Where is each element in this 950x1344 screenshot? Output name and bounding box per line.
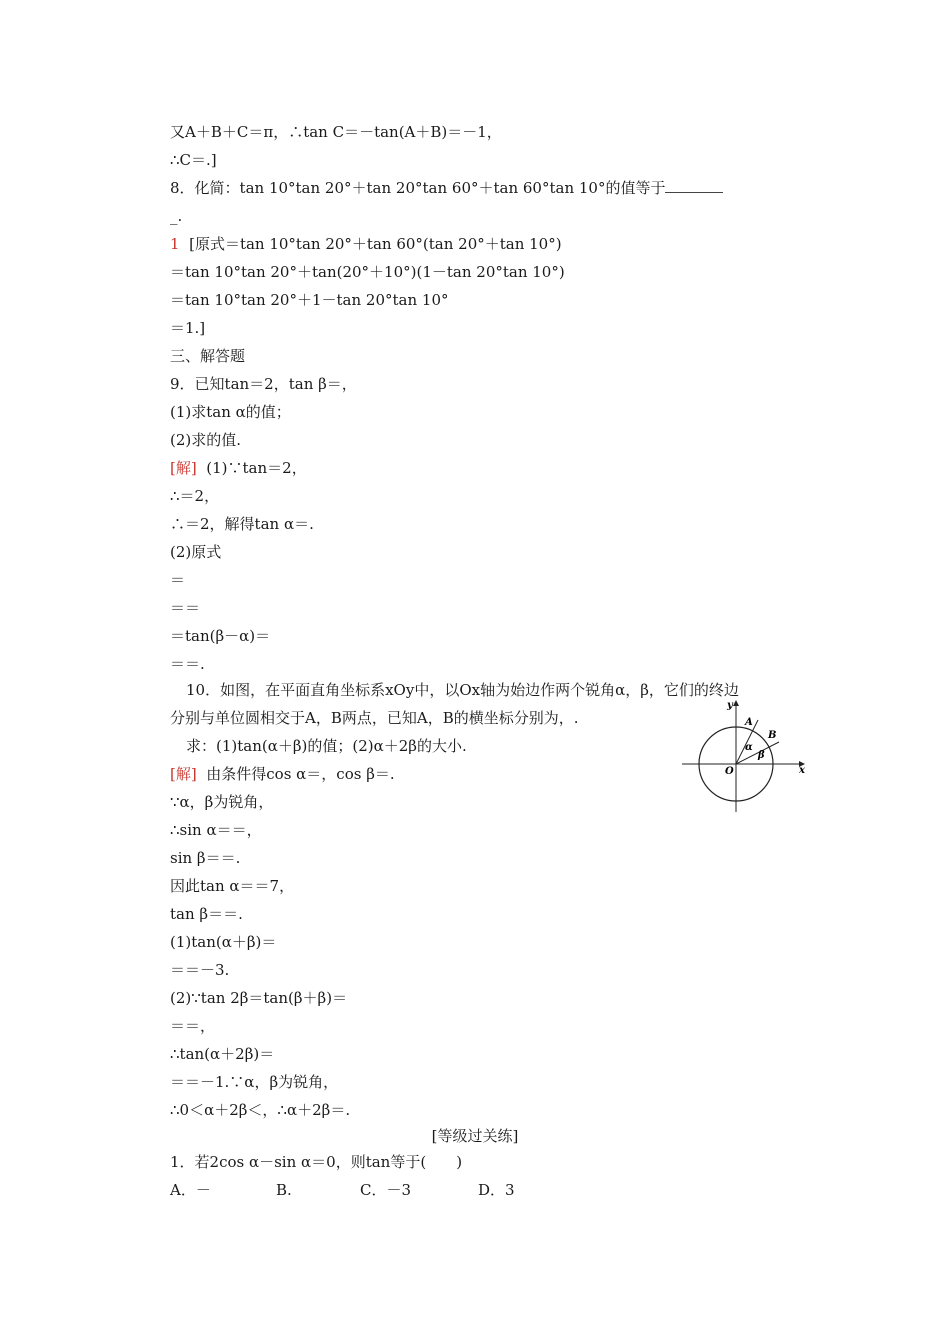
point-b-label: B: [768, 730, 777, 741]
question-10-line-3: 求：(1)tan(α＋β)的值；(2)α＋2β的大小.: [186, 737, 467, 755]
solution-tag: [解]: [170, 459, 197, 477]
question-9-stem: 9．已知tan＝2，tan β＝，: [170, 375, 357, 393]
question-10-solution-10: ＝＝，: [170, 1017, 216, 1035]
question-9-solution-2: ∴＝2，: [170, 487, 220, 505]
question-8-blank-tail: _.: [170, 207, 183, 225]
question-8-solution-4: ＝1.]: [170, 319, 206, 337]
question-9-solution-3: ∴＝2，解得tan α＝.: [170, 515, 314, 533]
question-10-solution-1: [170, 764, 395, 784]
solution-text: 由条件得cos α＝，cos β＝.: [206, 765, 395, 783]
question-10-solution-9: (2)∵tan 2β＝tan(β＋β)＝: [170, 989, 348, 1007]
axis-label-y: y: [727, 700, 733, 711]
angle-beta-label: β: [758, 750, 765, 761]
question-8-solution-1: [170, 234, 562, 254]
question-9-solution-4: (2)原式: [170, 543, 222, 561]
axis-label-x: x: [799, 765, 805, 776]
question-9-solution-7: ＝tan(β－α)＝: [170, 627, 271, 645]
question-8-solution-2: ＝tan 10°tan 20°＋tan(20°＋10°)(1－tan 20°tan 10°): [170, 263, 565, 281]
question-8-solution-3: ＝tan 10°tan 20°＋1－tan 20°tan 10°: [170, 291, 449, 309]
question-10-solution-3: ∴sin α＝＝，: [170, 821, 262, 839]
question-10-solution-2: ∵α，β为锐角，: [170, 793, 274, 811]
solution-text: (1)∵tan＝2，: [206, 459, 307, 477]
question-10-solution-4: sin β＝＝.: [170, 849, 241, 867]
question-9-solution-8: ＝＝.: [170, 655, 205, 673]
question-10-solution-8: ＝＝－3.: [170, 961, 230, 979]
option-d: D．3: [478, 1181, 515, 1199]
solution-tag: [解]: [170, 765, 197, 783]
option-a: A．－: [170, 1181, 211, 1199]
text-line-2: ∴C＝.]: [170, 151, 217, 169]
option-b: B.: [276, 1181, 292, 1199]
question-1-stem: 1．若2cos α－sin α＝0，则tan等于( ): [170, 1153, 463, 1171]
question-10-solution-12: ＝＝－1.∵α，β为锐角，: [170, 1073, 339, 1091]
solution-text: [原式＝tan 10°tan 20°＋tan 60°(tan 20°＋tan 10°): [189, 235, 562, 253]
question-10-solution-5: 因此tan α＝＝7，: [170, 877, 295, 895]
text-line-1: 又A＋B＋C＝π，∴tan C＝－tan(A＋B)＝－1，: [170, 123, 502, 141]
question-10-solution-11: ∴tan(α＋2β)＝: [170, 1045, 275, 1063]
question-10-line-1: 10．如图，在平面直角坐标系xOy中，以Ox轴为始边作两个锐角α，β，它们的终边: [186, 681, 739, 699]
question-10-solution-7: (1)tan(α＋β)＝: [170, 933, 277, 951]
section-header: [等级过关练]: [431, 1127, 519, 1145]
point-a-label: A: [745, 717, 753, 728]
question-10-solution-6: tan β＝＝.: [170, 905, 243, 923]
question-9-solution-5: ＝: [170, 571, 186, 589]
origin-label: O: [725, 766, 734, 777]
y-axis-arrow-icon: [733, 700, 739, 706]
question-9-part-2: (2)求的值.: [170, 431, 242, 449]
option-c: C．－3: [360, 1181, 412, 1199]
question-10-solution-13: ∴0＜α＋2β＜，∴α＋2β＝.: [170, 1101, 351, 1119]
answer-blank: [665, 178, 723, 193]
angle-alpha-label: α: [745, 742, 753, 753]
question-9-part-1: (1)求tan α的值；: [170, 403, 291, 421]
question-9-solution-1: [170, 458, 307, 478]
answer-value: 1: [170, 235, 180, 253]
section-heading-solve: 三、解答题: [170, 347, 246, 365]
question-9-solution-6: ＝＝: [170, 599, 201, 617]
question-10-line-2: 分别与单位圆相交于A，B两点，已知A，B的横坐标分别为，.: [170, 709, 579, 727]
question-8-stem: [170, 178, 723, 198]
question-8-text: 8．化简：tan 10°tan 20°＋tan 20°tan 60°＋tan 60°tan 10°的值等于: [170, 179, 666, 197]
unit-circle-figure: [678, 694, 810, 816]
